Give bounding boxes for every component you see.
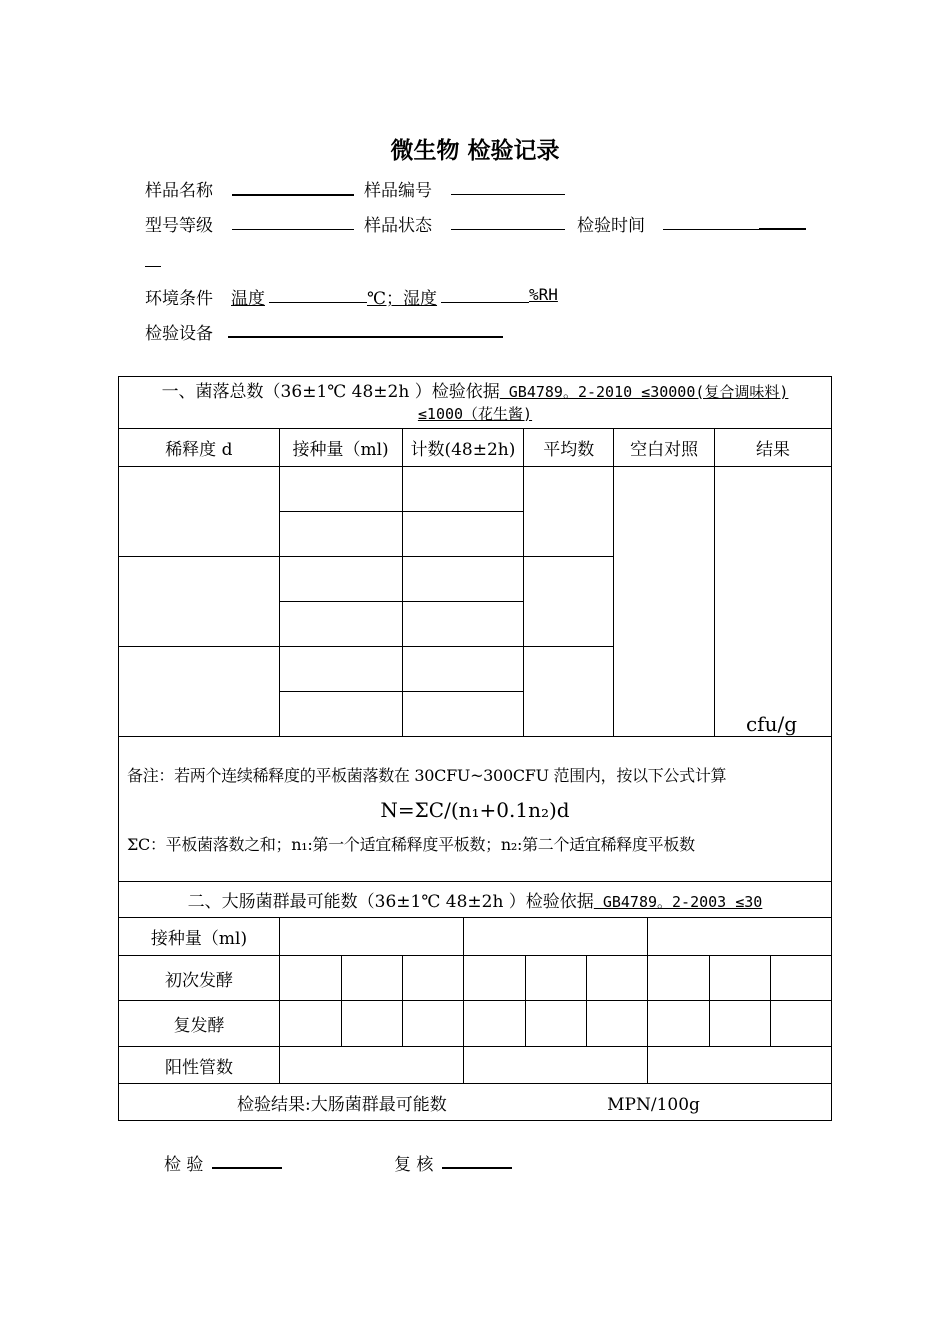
section1-basis-line1: GB4789。2-2010 ≤30000(复合调味料) (499, 382, 789, 401)
col-header-blank: 空白对照 (614, 429, 715, 467)
positive-cell[interactable] (464, 1047, 648, 1084)
reviewer-signature-field[interactable] (442, 1167, 512, 1169)
positive-cell[interactable] (280, 1047, 464, 1084)
inspector-signature-field[interactable] (212, 1167, 282, 1169)
tube-cell[interactable] (526, 1001, 587, 1047)
coliform-table (118, 881, 832, 1121)
humidity-unit: %RH (529, 285, 558, 304)
count-cell[interactable] (402, 602, 524, 647)
inoculum-cell[interactable] (279, 512, 402, 557)
count-cell[interactable] (402, 467, 524, 512)
test-time-field[interactable] (663, 229, 759, 230)
coliform-result-unit: MPN/100g (607, 1094, 700, 1115)
sample-name-field[interactable] (232, 194, 354, 196)
model-grade-label: 型号等级 (145, 216, 213, 236)
tube-cell[interactable] (403, 1001, 464, 1047)
inoculum-cell[interactable] (279, 467, 402, 512)
section1-basis-line2: ≤1000（花生酱) (417, 404, 533, 423)
tube-cell[interactable] (403, 956, 464, 1001)
col-header-average: 平均数 (524, 429, 614, 467)
dilution-cell[interactable] (119, 467, 280, 557)
tube-cell[interactable] (342, 1001, 403, 1047)
col-header-dilution: 稀释度 d (119, 429, 280, 467)
col-header-inoculum: 接种量（ml) (279, 429, 402, 467)
average-cell[interactable] (524, 557, 614, 647)
inoculum-cell[interactable] (279, 692, 402, 737)
tube-cell[interactable] (587, 1001, 648, 1047)
section2-header (119, 882, 832, 918)
col-header-result: 结果 (715, 429, 832, 467)
tube-cell[interactable] (342, 956, 403, 1001)
tube-cell[interactable] (710, 1001, 771, 1047)
blank-cell[interactable] (614, 467, 715, 737)
positive-cell[interactable] (648, 1047, 832, 1084)
inoculum-cell[interactable] (280, 918, 464, 956)
formula: N=ΣC/(n₁+0.1n₂)d (380, 798, 570, 822)
sample-no-label: 样品编号 (364, 181, 432, 201)
row-label-positive: 阳性管数 (119, 1047, 280, 1084)
average-cell[interactable] (524, 647, 614, 737)
inoculum-cell[interactable] (648, 918, 832, 956)
count-cell[interactable] (402, 647, 524, 692)
humidity-field[interactable] (441, 302, 529, 303)
tube-cell[interactable] (464, 1001, 526, 1047)
count-cell[interactable] (402, 512, 524, 557)
tube-cell[interactable] (464, 956, 526, 1001)
result-cell[interactable] (715, 467, 832, 737)
coliform-result-label: 检验结果:大肠菌群最可能数 (237, 1094, 447, 1115)
coliform-result-row (119, 1084, 832, 1121)
inoculum-cell[interactable] (279, 557, 402, 602)
section1-heading: 一、菌落总数（36±1℃ 48±2h ）检验依据 (161, 381, 500, 402)
inspector-label: 检 验 (164, 1155, 204, 1175)
section2-heading: 二、大肠菌群最可能数（36±1℃ 48±2h ）检验依据 (187, 892, 594, 912)
row-label-primary: 初次发酵 (119, 956, 280, 1001)
sample-name-label: 样品名称 (145, 181, 213, 201)
test-time-label: 检验时间 (577, 216, 645, 236)
reviewer-label: 复 核 (394, 1155, 434, 1175)
tube-cell[interactable] (771, 956, 832, 1001)
aerobic-count-table (118, 376, 832, 882)
model-grade-field[interactable] (232, 229, 354, 230)
test-time-field-wrap (145, 266, 161, 267)
tube-cell[interactable] (280, 1001, 342, 1047)
section1-header (119, 377, 832, 429)
env-temp-label: 温度 (231, 289, 265, 309)
count-cell[interactable] (402, 557, 524, 602)
average-cell[interactable] (524, 467, 614, 557)
tube-cell[interactable] (587, 956, 648, 1001)
equipment-label: 检验设备 (145, 324, 213, 344)
count-cell[interactable] (402, 692, 524, 737)
note-cell (119, 737, 832, 882)
sample-no-field[interactable] (451, 194, 565, 195)
tube-cell[interactable] (648, 1001, 710, 1047)
temp-field[interactable] (269, 302, 367, 303)
tube-cell[interactable] (710, 956, 771, 1001)
note-line-3: ΣC：平板菌落数之和；n₁:第一个适宜稀释度平板数；n₂:第二个适宜稀释度平板数 (127, 835, 695, 854)
row-label-secondary: 复发酵 (119, 1001, 280, 1047)
col-header-count: 计数(48±2h) (402, 429, 524, 467)
section2-basis: GB4789。2-2003 ≤30 (593, 893, 763, 911)
sample-state-label: 样品状态 (364, 216, 432, 236)
row-label-inoculum: 接种量（ml) (119, 918, 280, 956)
inoculum-cell[interactable] (279, 602, 402, 647)
tube-cell[interactable] (280, 956, 342, 1001)
env-label: 环境条件 (145, 289, 213, 309)
sample-state-field[interactable] (451, 229, 565, 230)
note-line-1: 备注：若两个连续稀释度的平板菌落数在 30CFU~300CFU 范围内，按以下公式计算 (127, 766, 727, 785)
dilution-cell[interactable] (119, 647, 280, 737)
tube-cell[interactable] (526, 956, 587, 1001)
dilution-cell[interactable] (119, 557, 280, 647)
result-unit: cfu/g (745, 712, 797, 736)
equipment-field[interactable] (228, 336, 503, 338)
test-time-field-end (759, 228, 806, 230)
humidity-label: ℃；湿度 (367, 289, 438, 309)
tube-cell[interactable] (648, 956, 710, 1001)
inoculum-cell[interactable] (279, 647, 402, 692)
inoculum-cell[interactable] (464, 918, 648, 956)
tube-cell[interactable] (771, 1001, 832, 1047)
page-title: 微生物 检验记录 (390, 138, 560, 164)
